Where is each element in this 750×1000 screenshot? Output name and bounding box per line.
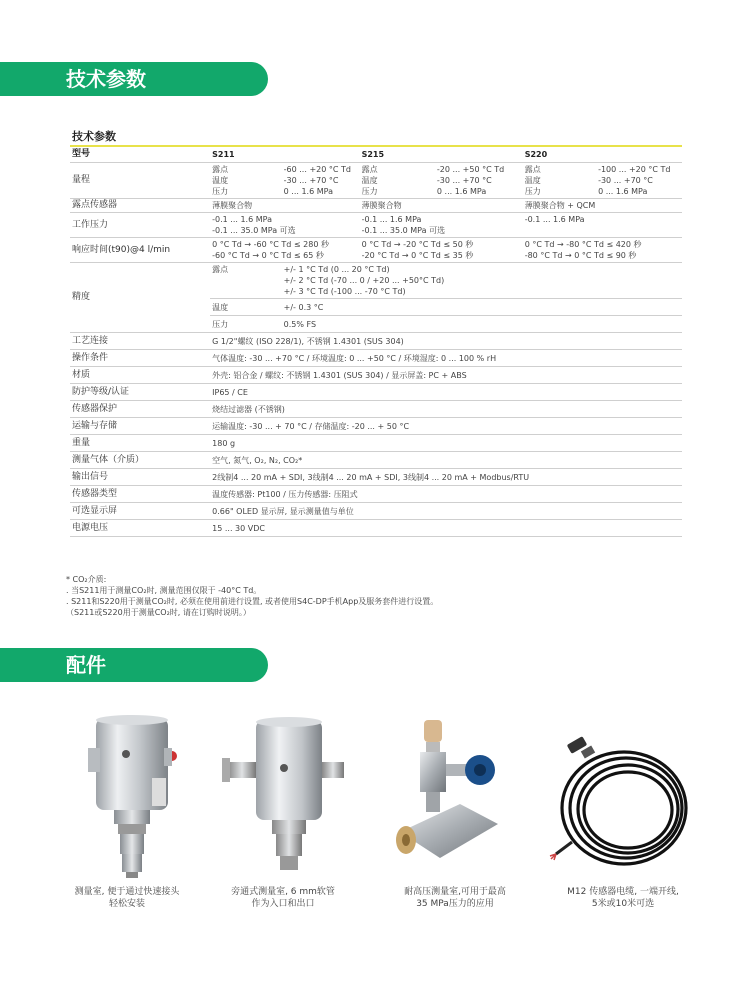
range-value: 0 ... 1.6 MPa xyxy=(436,187,487,196)
table-row xyxy=(70,199,682,213)
accuracy-press-value: 0.5% FS xyxy=(282,316,682,333)
footnote: （S211或S220用于测量CO₂时, 请在订购时说明。） xyxy=(66,608,251,617)
response-label: 响应时间(t90)@4 l/min xyxy=(70,238,210,263)
caption-line: 轻松安装 xyxy=(108,899,145,909)
response-value: 0 °C Td → -80 °C Td ≤ 420 秒 xyxy=(524,240,642,249)
table-row xyxy=(70,486,682,503)
accessory-caption xyxy=(548,886,698,910)
section-banner-accessories xyxy=(0,648,268,682)
accessory-caption xyxy=(380,886,530,910)
row-label: 传感器保护 xyxy=(70,401,210,418)
caption-line: 35 MPa压力的应用 xyxy=(416,899,494,909)
caption-line: 作为入口和出口 xyxy=(251,899,315,909)
header-label: 型号 xyxy=(70,146,210,163)
section-banner-specs xyxy=(0,62,268,96)
row-value: 2线制4 ... 20 mA + SDI, 3线制4 ... 20 mA + SDI, 3线制4 ... 20 mA + Modbus/RTU xyxy=(210,469,682,486)
row-value: 180 g xyxy=(210,435,682,452)
bypass-chamber-image xyxy=(208,712,358,880)
row-label: 输出信号 xyxy=(70,469,210,486)
caption-line: 旁通式测量室, 6 mm软管 xyxy=(231,887,335,897)
response-value: -20 °C Td → 0 °C Td ≤ 35 秒 xyxy=(361,251,474,260)
row-value: IP65 / CE xyxy=(210,384,682,401)
table-row xyxy=(70,238,682,263)
range-sub: 温度 xyxy=(212,176,229,185)
section-title: 配件 xyxy=(66,653,106,677)
row-label: 重量 xyxy=(70,435,210,452)
accessory-high-pressure-chamber xyxy=(380,712,530,910)
sensor-label: 露点传感器 xyxy=(70,199,210,213)
accuracy-press-label: 压力 xyxy=(210,316,282,333)
range-sub: 压力 xyxy=(361,187,378,196)
table-row xyxy=(70,367,682,384)
row-label: 防护等级/认证 xyxy=(70,384,210,401)
row-label: 传感器类型 xyxy=(70,486,210,503)
accuracy-dew-value: +/- 2 °C Td (-70 ... 0 / +20 ... +50°C Td) xyxy=(283,276,445,285)
header-s215: S215 xyxy=(360,146,523,163)
response-value: -60 °C Td → 0 °C Td ≤ 65 秒 xyxy=(212,251,324,260)
table-header-row xyxy=(70,146,682,163)
accuracy-temp-value: +/- 0.3 °C xyxy=(282,299,682,316)
sensor-s220: 薄膜聚合物 + QCM xyxy=(523,199,682,213)
pressure-label: 工作压力 xyxy=(70,213,210,238)
range-value: -60 ... +20 °C Td xyxy=(283,165,351,174)
pressure-value: -0.1 ... 1.6 MPa xyxy=(212,215,272,224)
header-s211: S211 xyxy=(210,146,359,163)
row-label: 运输与存储 xyxy=(70,418,210,435)
range-sub: 露点 xyxy=(361,165,378,174)
row-label: 可选显示屏 xyxy=(70,503,210,520)
range-sub: 温度 xyxy=(361,176,378,185)
range-sub: 压力 xyxy=(212,187,229,196)
range-sub: 温度 xyxy=(524,176,541,185)
accuracy-label: 精度 xyxy=(70,263,210,333)
m12-cable-image xyxy=(548,712,698,880)
footnote: * CO₂介质: xyxy=(66,575,107,584)
response-value: -80 °C Td → 0 °C Td ≤ 90 秒 xyxy=(524,251,637,260)
sensor-s215: 薄膜聚合物 xyxy=(360,199,523,213)
pressure-value: -0.1 ... 35.0 MPa 可选 xyxy=(361,226,446,235)
footnotes xyxy=(66,574,438,618)
row-label: 工艺连接 xyxy=(70,333,210,350)
table-row xyxy=(70,435,682,452)
pressure-value: -0.1 ... 1.6 MPa xyxy=(361,215,422,224)
accessory-bypass-chamber xyxy=(208,712,358,910)
range-value: -30 ... +70 °C xyxy=(436,176,492,185)
table-row xyxy=(70,418,682,435)
table-row xyxy=(70,213,682,238)
table-row xyxy=(70,384,682,401)
measuring-chamber-image xyxy=(52,712,202,880)
accuracy-dew-value: +/- 3 °C Td (-100 ... -70 °C Td) xyxy=(283,287,406,296)
footnote: . S211和S220用于测量CO₂时, 必须在使用前进行设置, 或者使用S4C-DP手机App及服务套件进行设置。 xyxy=(66,597,439,606)
row-value: G 1/2"螺纹 (ISO 228/1), 不锈钢 1.4301 (SUS 304) xyxy=(210,333,682,350)
row-value: 运输温度: -30 ... + 70 °C / 存储温度: -20 ... + 50 °C xyxy=(210,418,682,435)
caption-line: 测量室, 便于通过快速接头 xyxy=(74,887,180,897)
row-label: 材质 xyxy=(70,367,210,384)
row-label: 电源电压 xyxy=(70,520,210,537)
range-value: 0 ... 1.6 MPa xyxy=(283,187,333,196)
table-row xyxy=(70,469,682,486)
high-pressure-chamber-image xyxy=(380,712,530,880)
table-row xyxy=(70,452,682,469)
range-label: 量程 xyxy=(70,163,210,199)
range-sub: 露点 xyxy=(524,165,541,174)
table-title: 技术参数 xyxy=(72,130,116,143)
spec-table xyxy=(70,145,682,537)
range-value: -30 ... +70 °C xyxy=(598,176,653,185)
row-value: 烧结过滤器 (不锈钢) xyxy=(210,401,682,418)
caption-line: 耐高压测量室,可用于最高 xyxy=(404,887,506,897)
range-sub: 露点 xyxy=(212,165,229,174)
footnote: . 当S211用于测量CO₂时, 测量范围仅限于 -40°C Td。 xyxy=(66,586,262,595)
accessory-caption xyxy=(208,886,358,910)
accessory-measuring-chamber xyxy=(52,712,202,910)
row-value: 空气, 氮气, O₂, N₂, CO₂* xyxy=(210,452,682,469)
row-label: 测量气体（介质） xyxy=(70,452,210,469)
row-value: 0.66" OLED 显示屏, 显示测量值与单位 xyxy=(210,503,682,520)
caption-line: 5米或10米可选 xyxy=(591,899,655,909)
response-value: 0 °C Td → -60 °C Td ≤ 280 秒 xyxy=(212,240,329,249)
header-s220: S220 xyxy=(523,146,682,163)
table-row xyxy=(70,350,682,367)
range-value: -20 ... +50 °C Td xyxy=(436,165,505,174)
table-row xyxy=(70,333,682,350)
caption-line: M12 传感器电缆, 一端开线, xyxy=(567,887,679,897)
range-value: 0 ... 1.6 MPa xyxy=(598,187,648,196)
table-row xyxy=(70,263,682,299)
pressure-value: -0.1 ... 35.0 MPa 可选 xyxy=(212,226,296,235)
row-value: 温度传感器: Pt100 / 压力传感器: 压阻式 xyxy=(210,486,682,503)
range-value: -100 ... +20 °C Td xyxy=(598,165,671,174)
accessory-m12-cable xyxy=(548,712,698,910)
response-value: 0 °C Td → -20 °C Td ≤ 50 秒 xyxy=(361,240,474,249)
accuracy-dew-label: 露点 xyxy=(210,263,282,299)
row-value: 气体温度: -30 ... +70 °C / 环境温度: 0 ... +50 °C / 环境湿度: 0 ... 100 % rH xyxy=(210,350,682,367)
range-sub: 压力 xyxy=(524,187,541,196)
row-label: 操作条件 xyxy=(70,350,210,367)
sensor-s211: 薄膜聚合物 xyxy=(210,199,359,213)
row-value: 外壳: 铝合金 / 螺纹: 不锈钢 1.4301 (SUS 304) / 显示屏盖: PC + ABS xyxy=(210,367,682,384)
accessory-caption xyxy=(52,886,202,910)
table-row xyxy=(70,163,682,199)
accuracy-dew-value: +/- 1 °C Td (0 ... 20 °C Td) xyxy=(283,265,390,274)
accuracy-temp-label: 温度 xyxy=(210,299,282,316)
table-row xyxy=(70,520,682,537)
section-title: 技术参数 xyxy=(66,67,146,91)
range-value: -30 ... +70 °C xyxy=(283,176,339,185)
table-row xyxy=(70,401,682,418)
table-row xyxy=(70,503,682,520)
row-value: 15 ... 30 VDC xyxy=(210,520,682,537)
pressure-value: -0.1 ... 1.6 MPa xyxy=(524,215,585,224)
